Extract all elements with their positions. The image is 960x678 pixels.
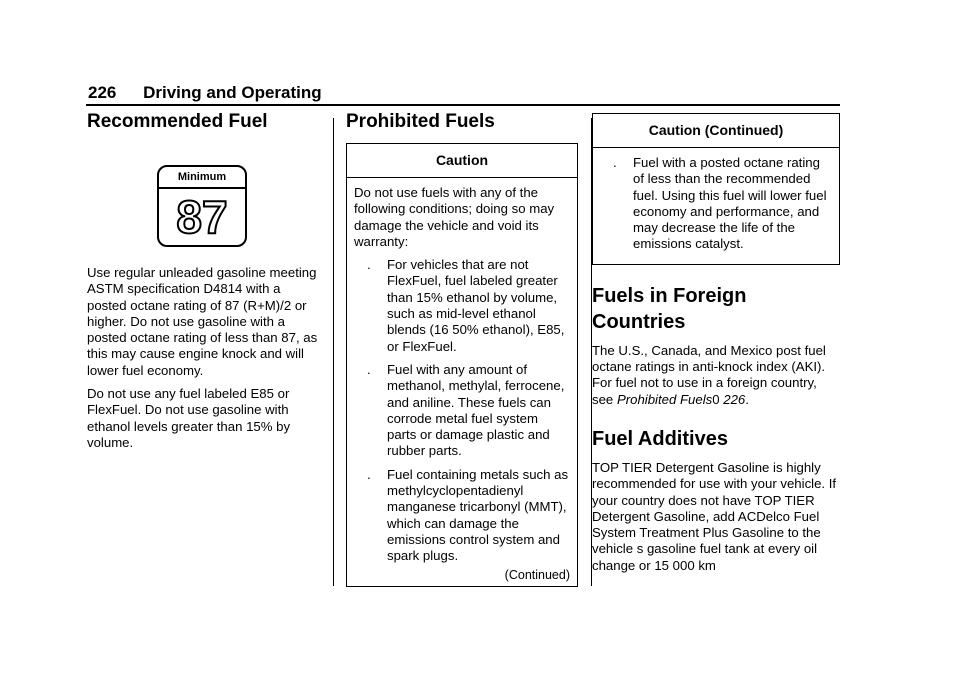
column-foreign-additives — [592, 110, 840, 581]
bullet-mark: . — [367, 361, 371, 377]
caution-intro: Do not use fuels with any of the following conditions; doing so may damage the vehicle and void its warranty: — [354, 185, 555, 249]
page-ref-icon: 0 — [712, 391, 720, 407]
caution-continued-box — [592, 113, 840, 265]
list-item: . Fuel with a posted octane rating of less than the recommended fuel. Using this fuel will lower fuel economy and performance, and may decrease the life of the emissions catalyst. — [613, 155, 827, 252]
page-header — [88, 83, 322, 103]
recommended-paragraph-2: Do not use any fuel labeled E85 or FlexFuel. Do not use gasoline with ethanol levels greater than 15% by volume. — [87, 386, 291, 450]
continued-list — [600, 155, 832, 253]
bullet-mark: . — [367, 466, 371, 482]
foreign-paragraph: The U.S., Canada, and Mexico post fuel octane ratings in anti-knock index (AKI). For fuel not to use in a foreign country, see Prohibited Fuels0 226. — [592, 342, 826, 407]
continued-label: (Continued) — [504, 567, 570, 582]
section-title: Driving and Operating — [143, 83, 322, 102]
bullet-mark: . — [613, 155, 617, 170]
prohibited-fuels-heading: Prohibited Fuels — [346, 111, 495, 132]
list-item: . For vehicles that are not FlexFuel, fuel labeled greater than 15% ethanol by volume, such as mid-level ethanol blends (16 50% ethanol), E85, or FlexFuel. — [367, 257, 565, 354]
header-rule — [86, 104, 840, 106]
sign-octane-number: 87 — [176, 191, 228, 243]
caution-body — [347, 178, 577, 586]
sign-minimum-label: Minimum — [159, 167, 245, 189]
column-recommended — [87, 110, 322, 458]
column-divider — [333, 118, 334, 586]
foreign-countries-heading: Fuels in Foreign Countries — [592, 284, 747, 333]
fuel-additives-heading: Fuel Additives — [592, 427, 728, 450]
caution-continued-title: Caution (Continued) — [593, 114, 839, 148]
list-item: . Fuel containing metals such as methylcyclopentadienyl manganese tricarbonyl (MMT), which can damage the emissions control system and spark plugs. — [367, 466, 569, 564]
bullet-mark: . — [367, 257, 371, 273]
list-item: . Fuel with any amount of methanol, methylal, ferrocene, and aniline. These fuels can corrode metal fuel system parts or damage plastic and rubber parts. — [367, 361, 565, 459]
prohibited-list — [354, 257, 570, 564]
recommended-paragraph-1: Use regular unleaded gasoline meeting ASTM specification D4814 with a posted octane rating of 87 (R+M)/2 or higher. Do not use gasoline with a posted octane rating of less than 87, as this may cause engine knock and will lower fuel economy. — [87, 265, 318, 378]
octane-minimum-sign — [157, 165, 247, 247]
caution-continued-body — [593, 148, 839, 264]
additives-paragraph: TOP TIER Detergent Gasoline is highly recommended for use with your vehicle. If your country does not have TOP TIER Detergent Gasoline, add ACDelco Fuel System Treatment Plus Gasoline to the vehicle s gasoline fuel tank at every oil change or 15 000 km — [592, 459, 837, 573]
prohibited-fuels-link[interactable]: Prohibited Fuels — [616, 391, 713, 407]
page-number: 226 — [88, 83, 117, 102]
caution-box — [346, 143, 578, 587]
column-prohibited — [346, 110, 578, 587]
recommended-fuel-heading: Recommended Fuel — [87, 111, 268, 132]
caution-title: Caution — [347, 144, 577, 178]
page-ref-number[interactable]: 226 — [723, 391, 746, 407]
